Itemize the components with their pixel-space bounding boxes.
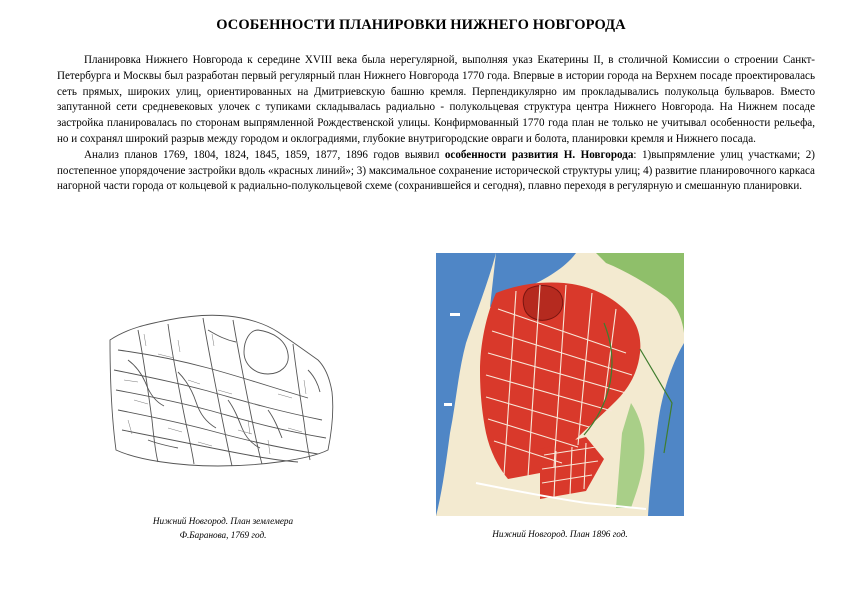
- caption-left-line-2: Ф.Баранова, 1769 год.: [179, 530, 267, 540]
- body-text: [57, 53, 815, 195]
- caption-left-line-1: Нижний Новгород. План землемера: [152, 516, 294, 526]
- paragraph-2-end: : 1)выпрямление улиц участками; 2) постепенное упорядочение застройки вдоль «красных линий»; 3) максимальное сохранение исторической структуры улиц; 4) развитие планировочного каркаса нагорной части города от кольцевой к радиально-полукольцевой схеме (сохранившейся и сегодня), плавно переходя в регулярную и смешанную планировки.: [57, 148, 815, 193]
- caption-left: [118, 514, 328, 542]
- page-title: ОСОБЕННОСТИ ПЛАНИРОВКИ НИЖНЕГО НОВГОРОДА: [216, 17, 626, 33]
- paragraph-2: [57, 148, 815, 195]
- paragraph-1: Планировка Нижнего Новгорода к середине XVIII века была нерегулярной, выполняя указ Екатерины II, в столичной Комиссии о строении Санкт-Петербурга и Москвы был разработан первый регулярный план Нижнего Новгорода 1770 года. Впервые в истории города на Верхнем посаде проектировалась сеть прямых, широких улиц, ориентированных на Дмитриевскую башню кремля. Перпендикулярно им прокладывались полукольца бульваров. Вместо запутанной сети средневековых улочек с тупиками складывалась радиально - полукольцевая структура центра Нижнего Новгорода. На Нижнем посаде застройка планировалась по сторонам выпрямленной Рождественской улицы. Конфирмованный 1770 года план не только не учитывал особенности рельефа, но и сохранял широкий разрыв между городом и оклоградиями, глубокие внутригородские овраги и болота, планировки кремля и Нижнего посада.: [57, 54, 815, 145]
- paragraph-2-bold: особенности развития Н. Новгорода: [444, 148, 634, 161]
- map-1769-sketch: [108, 310, 336, 470]
- map-1896-plan: [436, 253, 684, 516]
- map-1769-figure: [108, 310, 336, 470]
- caption-right: Нижний Новгород. План 1896 год.: [492, 529, 628, 539]
- map-1896-figure: [436, 253, 684, 516]
- paragraph-2-start: Анализ планов 1769, 1804, 1824, 1845, 1859, 1877, 1896 годов выявил: [84, 148, 445, 161]
